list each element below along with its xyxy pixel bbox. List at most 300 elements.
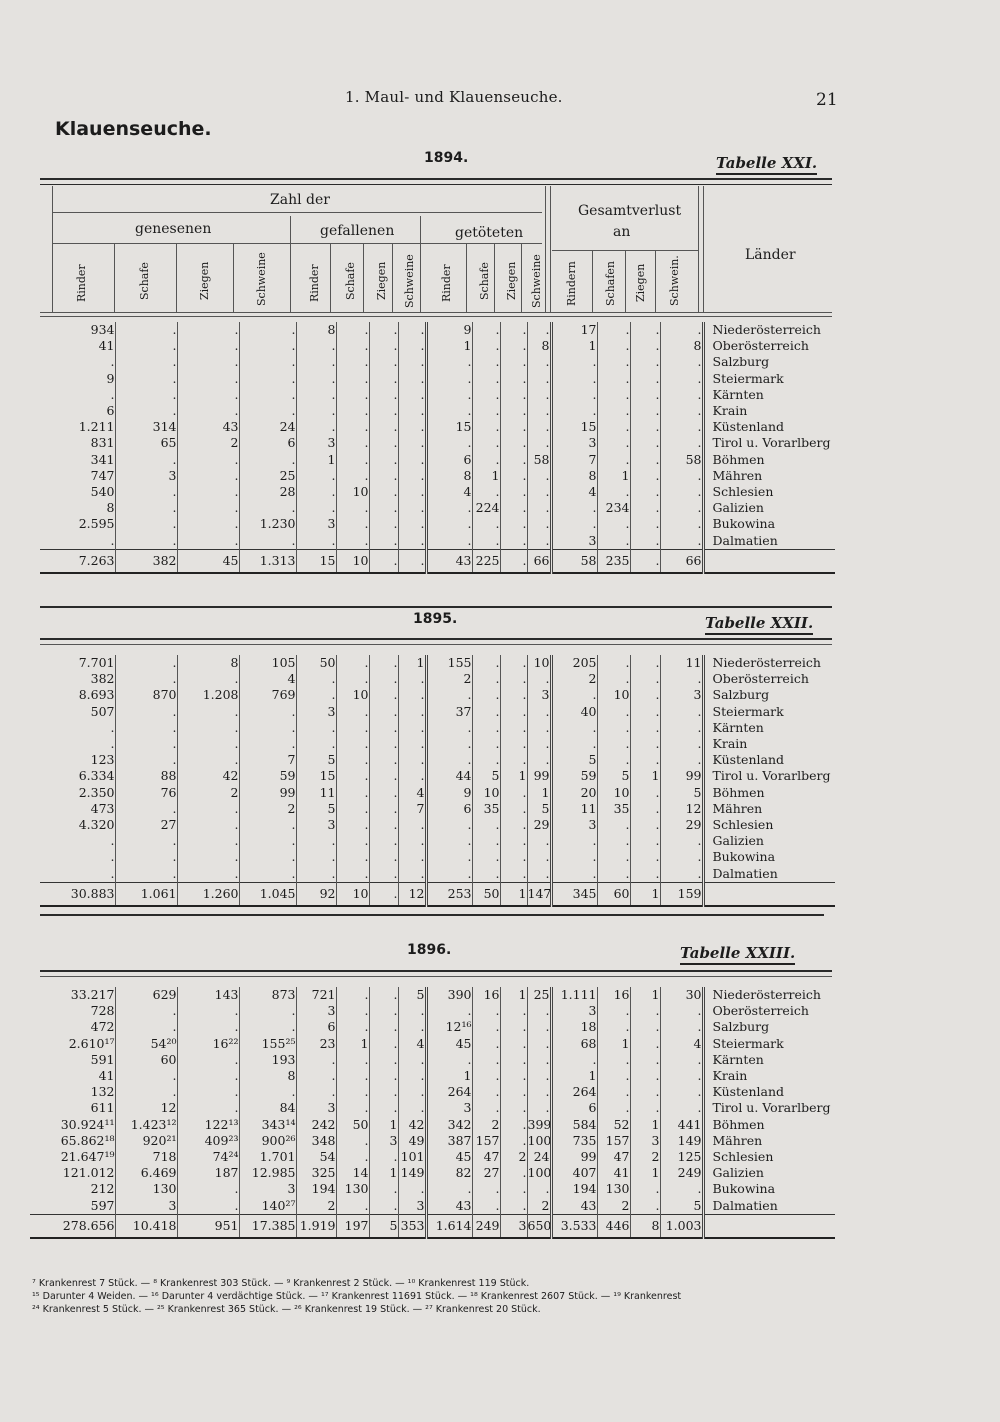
value-cell: .: [296, 849, 336, 865]
value-cell: .: [177, 1068, 239, 1084]
value-cell: 10: [597, 687, 630, 703]
value-cell: .: [110, 532, 115, 548]
value-cell: .: [597, 338, 630, 354]
table-row: [40, 403, 835, 419]
land-cell: Galizien: [703, 500, 835, 516]
value-cell: 6: [239, 435, 296, 451]
value-cell: .: [472, 720, 500, 736]
value-cell: 3: [296, 516, 336, 532]
value-cell: .: [336, 866, 369, 883]
value-cell: 951: [177, 1214, 239, 1238]
value-cell: .: [597, 484, 630, 500]
value-cell: 194: [551, 1181, 597, 1197]
value-cell: .: [177, 1052, 239, 1068]
value-cell: .: [398, 1003, 426, 1019]
value-cell: 278.656: [30, 1214, 115, 1238]
value-cell: .: [597, 516, 630, 532]
value-cell: 84: [239, 1100, 296, 1116]
value-cell: .: [110, 386, 115, 402]
value-cell: .: [597, 655, 630, 671]
value-cell: .: [398, 768, 426, 784]
value-cell: .: [597, 371, 630, 387]
value-cell: 10: [336, 882, 369, 906]
value-cell: 12: [660, 801, 703, 817]
value-cell: 1.423¹²: [115, 1117, 177, 1133]
value-cell: .: [500, 419, 527, 435]
value-cell: 44: [426, 768, 472, 784]
value-cell: .: [369, 987, 398, 1003]
value-cell: .: [398, 704, 426, 720]
value-cell: 43: [426, 1198, 472, 1215]
value-cell: .: [660, 866, 703, 883]
value-cell: .: [369, 403, 398, 419]
value-cell: .: [597, 866, 630, 883]
value-cell: 205: [551, 655, 597, 671]
value-cell: .: [426, 817, 472, 833]
value-cell: .: [398, 549, 426, 573]
land-cell: Bukowina: [703, 849, 835, 865]
value-cell: .: [426, 1052, 472, 1068]
value-cell: .: [500, 1003, 527, 1019]
value-cell: 769: [239, 687, 296, 703]
value-cell: 1.045: [239, 882, 296, 906]
value-cell: 54²⁰: [115, 1036, 177, 1052]
value-cell: .: [500, 403, 527, 419]
value-cell: .: [177, 849, 239, 865]
value-cell: 82: [426, 1165, 472, 1181]
value-cell: 11: [660, 655, 703, 671]
value-cell: .: [426, 435, 472, 451]
value-cell: .: [630, 720, 660, 736]
value-cell: .: [398, 1052, 426, 1068]
value-cell: .: [336, 533, 369, 550]
value-cell: .: [426, 500, 472, 516]
value-cell: 1.208: [177, 687, 239, 703]
value-cell: 6: [106, 403, 115, 419]
value-cell: .: [369, 322, 398, 338]
value-cell: .: [296, 1052, 336, 1068]
value-cell: 831: [90, 435, 115, 451]
value-cell: 2.350: [78, 784, 115, 800]
value-cell: 1: [369, 1165, 398, 1181]
value-cell: .: [336, 338, 369, 354]
land-cell: Salzburg: [703, 687, 835, 703]
value-cell: 3: [500, 1214, 527, 1238]
value-cell: 92: [296, 882, 336, 906]
value-cell: .: [472, 1181, 500, 1197]
value-cell: .: [660, 484, 703, 500]
value-cell: 1.701: [239, 1149, 296, 1165]
value-cell: .: [527, 671, 551, 687]
value-cell: .: [296, 387, 336, 403]
value-cell: .: [597, 1019, 630, 1035]
value-cell: .: [426, 387, 472, 403]
value-cell: .: [110, 719, 115, 735]
value-cell: .: [630, 403, 660, 419]
data-table-1896: [30, 987, 835, 1239]
value-cell: 253: [426, 882, 472, 906]
value-cell: 15: [426, 419, 472, 435]
table-label-xxiii: Tabelle XXIII.: [680, 944, 795, 965]
value-cell: .: [239, 1019, 296, 1035]
header-laender: Länder: [745, 247, 796, 263]
land-cell: [703, 1214, 835, 1238]
value-cell: 29: [660, 817, 703, 833]
value-cell: 3: [527, 687, 551, 703]
value-cell: 2.595: [78, 516, 115, 532]
value-cell: .: [369, 1084, 398, 1100]
value-cell: 6.469: [115, 1165, 177, 1181]
value-cell: .: [500, 833, 527, 849]
land-cell: Bukowina: [703, 1181, 835, 1197]
value-cell: 88: [115, 768, 177, 784]
value-cell: 224: [472, 500, 500, 516]
land-cell: Küstenland: [703, 752, 835, 768]
land-cell: Krain: [703, 1068, 835, 1084]
sub-gesamt-rindern: Rindern: [565, 261, 578, 306]
value-cell: 41: [98, 1068, 115, 1084]
value-cell: .: [660, 419, 703, 435]
value-cell: 10: [527, 655, 551, 671]
value-cell: .: [630, 484, 660, 500]
value-cell: .: [398, 533, 426, 550]
land-cell: Schlesien: [703, 1149, 835, 1165]
value-cell: 4: [398, 1036, 426, 1052]
table-row: [30, 1117, 835, 1133]
value-cell: 12¹⁶: [426, 1019, 472, 1035]
value-cell: 42: [398, 1117, 426, 1133]
value-cell: 12.985: [239, 1165, 296, 1181]
value-cell: 2: [239, 801, 296, 817]
value-cell: 130: [597, 1181, 630, 1197]
value-cell: 5: [369, 1214, 398, 1238]
value-cell: .: [630, 655, 660, 671]
value-cell: .: [597, 1052, 630, 1068]
value-cell: .: [336, 1068, 369, 1084]
value-cell: 3: [296, 817, 336, 833]
value-cell: .: [551, 687, 597, 703]
value-cell: .: [336, 655, 369, 671]
value-cell: 2.610¹⁷: [68, 1035, 115, 1051]
value-cell: 5: [660, 1198, 703, 1215]
value-cell: 10: [336, 549, 369, 573]
value-cell: .: [369, 1100, 398, 1116]
table-row: [40, 533, 835, 550]
land-cell: Krain: [703, 403, 835, 419]
value-cell: 43: [177, 419, 239, 435]
land-cell: Küstenland: [703, 419, 835, 435]
value-cell: 1: [597, 468, 630, 484]
value-cell: .: [336, 768, 369, 784]
value-cell: 15: [296, 768, 336, 784]
header-gesamtverlust: Gesamtverlust: [578, 203, 682, 219]
value-cell: .: [597, 452, 630, 468]
value-cell: 1: [500, 768, 527, 784]
value-cell: 18: [551, 1019, 597, 1035]
value-cell: .: [630, 533, 660, 550]
value-cell: 17: [551, 322, 597, 338]
value-cell: 8: [239, 1068, 296, 1084]
sub-getoeteten-rinder: Rinder: [440, 264, 453, 302]
value-cell: .: [597, 403, 630, 419]
value-cell: .: [551, 354, 597, 370]
value-cell: .: [398, 833, 426, 849]
value-cell: .: [630, 1003, 660, 1019]
value-cell: .: [369, 833, 398, 849]
value-cell: 45: [426, 1149, 472, 1165]
value-cell: .: [336, 833, 369, 849]
value-cell: 100: [527, 1132, 551, 1148]
value-cell: .: [660, 671, 703, 687]
value-cell: .: [527, 1019, 551, 1035]
value-cell: .: [369, 768, 398, 784]
value-cell: .: [398, 736, 426, 752]
value-cell: 130: [336, 1181, 369, 1197]
value-cell: .: [369, 468, 398, 484]
value-cell: .: [296, 720, 336, 736]
value-cell: .: [239, 533, 296, 550]
value-cell: 249: [660, 1165, 703, 1181]
value-cell: 155²⁵: [239, 1036, 296, 1052]
land-cell: Niederösterreich: [703, 987, 835, 1003]
value-cell: 409²³: [177, 1133, 239, 1149]
value-cell: .: [296, 468, 336, 484]
value-cell: .: [177, 736, 239, 752]
value-cell: 40: [551, 704, 597, 720]
value-cell: 24: [239, 419, 296, 435]
value-cell: 1: [426, 338, 472, 354]
value-cell: 1: [472, 468, 500, 484]
data-table-1894: [40, 322, 835, 574]
value-cell: .: [500, 720, 527, 736]
land-cell: Schlesien: [703, 484, 835, 500]
value-cell: 1.111: [551, 987, 597, 1003]
land-cell: Krain: [703, 736, 835, 752]
value-cell: 11: [296, 785, 336, 801]
value-cell: .: [527, 371, 551, 387]
value-cell: 728: [90, 1003, 115, 1019]
value-cell: .: [527, 484, 551, 500]
value-cell: 8.693: [78, 687, 115, 703]
value-cell: .: [296, 371, 336, 387]
value-cell: 100: [527, 1165, 551, 1181]
value-cell: .: [336, 500, 369, 516]
value-cell: 9: [426, 785, 472, 801]
table-row: [40, 419, 835, 435]
value-cell: .: [177, 720, 239, 736]
table-row: [40, 338, 835, 354]
value-cell: .: [500, 484, 527, 500]
value-cell: .: [369, 655, 398, 671]
value-cell: .: [369, 1052, 398, 1068]
value-cell: 3: [296, 704, 336, 720]
table-label-xxii: Tabelle XXII.: [705, 614, 813, 635]
value-cell: .: [527, 1181, 551, 1197]
header-genesenen: genesenen: [135, 221, 212, 237]
value-cell: .: [239, 403, 296, 419]
value-cell: 1: [426, 1068, 472, 1084]
value-cell: .: [500, 1019, 527, 1035]
value-cell: .: [110, 736, 115, 752]
table-row: [40, 452, 835, 468]
value-cell: .: [660, 720, 703, 736]
value-cell: .: [472, 1198, 500, 1215]
land-cell: Galizien: [703, 1165, 835, 1181]
value-cell: 2: [296, 1198, 336, 1215]
land-cell: Steiermark: [703, 704, 835, 720]
value-cell: 197: [336, 1214, 369, 1238]
value-cell: .: [472, 338, 500, 354]
value-cell: .: [115, 484, 177, 500]
value-cell: .: [239, 500, 296, 516]
section-title: Klauenseuche.: [55, 118, 212, 140]
value-cell: .: [398, 387, 426, 403]
value-cell: .: [551, 516, 597, 532]
land-cell: Tirol u. Vorarlberg: [703, 768, 835, 784]
value-cell: 9: [106, 370, 115, 386]
value-cell: 132: [90, 1084, 115, 1100]
value-cell: 27: [472, 1165, 500, 1181]
value-cell: .: [369, 516, 398, 532]
value-cell: 1: [630, 1165, 660, 1181]
value-cell: .: [369, 817, 398, 833]
table-year-1894: 1894.: [424, 150, 469, 166]
sub-gefallenen-rinder: Rinder: [308, 264, 321, 302]
value-cell: .: [296, 354, 336, 370]
value-cell: 2: [177, 435, 239, 451]
value-cell: 1.260: [177, 882, 239, 906]
value-cell: .: [369, 484, 398, 500]
value-cell: .: [500, 866, 527, 883]
value-cell: 21.647¹⁹: [60, 1149, 115, 1165]
value-cell: .: [551, 720, 597, 736]
value-cell: 43: [551, 1198, 597, 1215]
table-row: [40, 833, 835, 849]
value-cell: 121.012: [62, 1165, 115, 1181]
value-cell: .: [336, 704, 369, 720]
value-cell: .: [115, 720, 177, 736]
value-cell: .: [369, 452, 398, 468]
value-cell: .: [472, 687, 500, 703]
table-row: [40, 801, 835, 817]
value-cell: 3.533: [551, 1214, 597, 1238]
sub-gesamt-ziegen: Ziegen: [634, 263, 647, 302]
value-cell: .: [426, 354, 472, 370]
total-row: [30, 1214, 835, 1238]
value-cell: .: [296, 1068, 336, 1084]
value-cell: .: [110, 354, 115, 370]
value-cell: .: [296, 1084, 336, 1100]
value-cell: 59: [239, 768, 296, 784]
value-cell: .: [597, 419, 630, 435]
value-cell: .: [336, 371, 369, 387]
value-cell: .: [500, 1084, 527, 1100]
table-row: [30, 1003, 835, 1019]
value-cell: .: [551, 500, 597, 516]
value-cell: 52: [597, 1117, 630, 1133]
value-cell: .: [630, 866, 660, 883]
value-cell: .: [369, 687, 398, 703]
table-label-xxi: Tabelle XXI.: [716, 154, 817, 175]
value-cell: .: [472, 736, 500, 752]
value-cell: .: [500, 338, 527, 354]
value-cell: .: [115, 1068, 177, 1084]
sub-gesamt-schafen: Schafen: [604, 260, 617, 306]
value-cell: 10: [472, 785, 500, 801]
value-cell: .: [177, 371, 239, 387]
value-cell: .: [500, 387, 527, 403]
value-cell: 4: [551, 484, 597, 500]
value-cell: .: [527, 720, 551, 736]
value-cell: .: [177, 866, 239, 883]
value-cell: .: [115, 516, 177, 532]
value-cell: 3: [398, 1198, 426, 1215]
value-cell: 2: [630, 1149, 660, 1165]
value-cell: .: [398, 403, 426, 419]
value-cell: .: [527, 322, 551, 338]
value-cell: .: [527, 435, 551, 451]
value-cell: .: [296, 671, 336, 687]
value-cell: 37: [426, 704, 472, 720]
value-cell: .: [660, 833, 703, 849]
value-cell: 934: [90, 322, 115, 337]
land-cell: Schlesien: [703, 817, 835, 833]
value-cell: .: [110, 833, 115, 849]
total-row: [40, 882, 835, 906]
value-cell: .: [630, 322, 660, 338]
value-cell: 16: [472, 987, 500, 1003]
page-number: 21: [816, 90, 838, 110]
value-cell: 249: [472, 1214, 500, 1238]
value-cell: 2: [177, 785, 239, 801]
value-cell: .: [239, 322, 296, 338]
value-cell: .: [115, 371, 177, 387]
value-cell: .: [177, 704, 239, 720]
value-cell: .: [177, 354, 239, 370]
land-cell: Steiermark: [703, 1036, 835, 1052]
value-cell: .: [336, 1149, 369, 1165]
value-cell: 27: [115, 817, 177, 833]
value-cell: .: [239, 833, 296, 849]
value-cell: .: [239, 387, 296, 403]
value-cell: 8: [296, 322, 336, 338]
value-cell: .: [426, 516, 472, 532]
value-cell: .: [551, 387, 597, 403]
sub-getoeteten-schafe: Schafe: [478, 262, 491, 300]
value-cell: .: [369, 1068, 398, 1084]
value-cell: .: [369, 1198, 398, 1215]
value-cell: .: [472, 671, 500, 687]
land-cell: Bukowina: [703, 516, 835, 532]
value-cell: 12: [115, 1100, 177, 1116]
value-cell: 15: [551, 419, 597, 435]
value-cell: .: [369, 752, 398, 768]
value-cell: .: [336, 1100, 369, 1116]
table-row: [30, 1019, 835, 1035]
value-cell: .: [500, 736, 527, 752]
value-cell: .: [369, 671, 398, 687]
value-cell: .: [500, 752, 527, 768]
value-cell: .: [177, 1019, 239, 1035]
value-cell: .: [551, 403, 597, 419]
value-cell: .: [630, 833, 660, 849]
value-cell: .: [115, 322, 177, 338]
land-cell: Mähren: [703, 1133, 835, 1149]
value-cell: .: [369, 1149, 398, 1165]
value-cell: 10: [336, 687, 369, 703]
value-cell: .: [527, 704, 551, 720]
table-row: [30, 1133, 835, 1149]
